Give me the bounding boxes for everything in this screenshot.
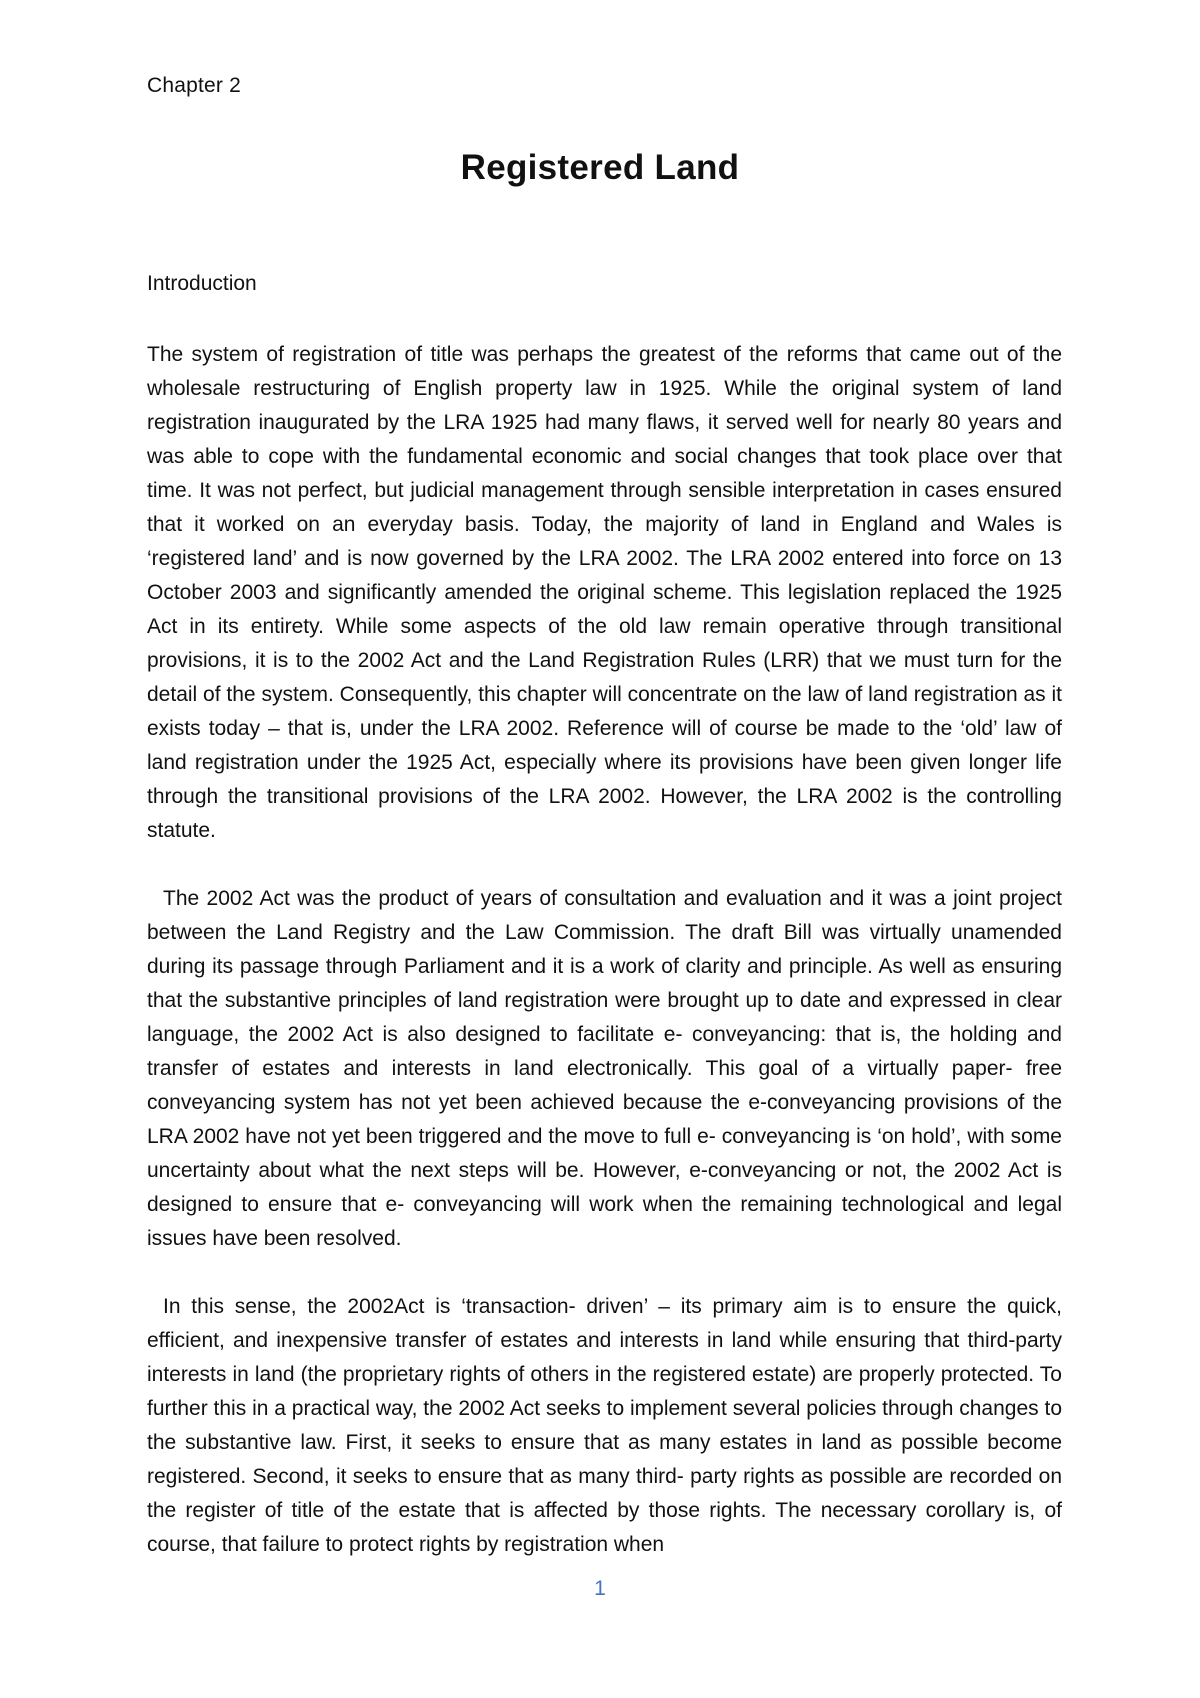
- paragraph-2: The 2002 Act was the product of years of consultation and evaluation and it was a joint project between the Land Registry and the Law Commission. The draft Bill was virtually unamended during its passage through Parliament and it is a work of clarity and principle. As well as ensuring that the substantive principles of land registration were brought up to date and expressed in clear language, the 2002 Act is also designed to facilitate e- conveyancing: that is, the holding and transfer of estates and interests in land electronically. This goal of a virtually paper- free conveyancing system has not yet been achieved because the e-conveyancing provisions of the LRA 2002 have not yet been triggered and the move to full e- conveyancing is ‘on hold’, with some uncertainty about what the next steps will be. However, e-conveyancing or not, the 2002 Act is designed to ensure that e- conveyancing will work when the remaining technological and legal issues have been resolved.: [147, 887, 1062, 1250]
- paragraph-3: In this sense, the 2002Act is ‘transaction- driven’ – its primary aim is to ensure the quick, efficient, and inexpensive transfer of estates and interests in land while ensuring that third-party interests in land (the proprietary rights of others in the registered estate) are properly protected. To further this in a practical way, the 2002 Act seeks to implement several policies through changes to the substantive law. First, it seeks to ensure that as many estates in land as possible become registered. Second, it seeks to ensure that as many third- party rights as possible are recorded on the register of title of the estate that is affected by those rights. The necessary corollary is, of course, that failure to protect rights by registration when: [147, 1295, 1062, 1556]
- page-title: Registered Land: [460, 148, 740, 187]
- paragraph-1: The system of registration of title was perhaps the greatest of the reforms that came out of the wholesale restructuring of English property law in 1925. While the original system of land registration inaugurated by the LRA 1925 had many flaws, it served well for nearly 80 years and was able to cope with the fundamental economic and social changes that took place over that time. It was not perfect, but judicial management through sensible interpretation in cases ensured that it worked on an everyday basis. Today, the majority of land in England and Wales is ‘registered land’ and is now governed by the LRA 2002. The LRA 2002 entered into force on 13 October 2003 and significantly amended the original scheme. This legislation replaced the 1925 Act in its entirety. While some aspects of the old law remain operative through transitional provisions, it is to the 2002 Act and the Land Registration Rules (LRR) that we must turn for the detail of the system. Consequently, this chapter will concentrate on the law of land registration as it exists today – that is, under the LRA 2002. Reference will of course be made to the ‘old’ law of land registration under the 1925 Act, especially where its provisions have been given longer life through the transitional provisions of the LRA 2002. However, the LRA 2002 is the controlling statute.: [147, 343, 1062, 842]
- section-heading: Introduction: [147, 272, 257, 295]
- page-number: 1: [594, 1577, 606, 1600]
- body-text: [147, 338, 1062, 1596]
- chapter-label: Chapter 2: [147, 74, 242, 97]
